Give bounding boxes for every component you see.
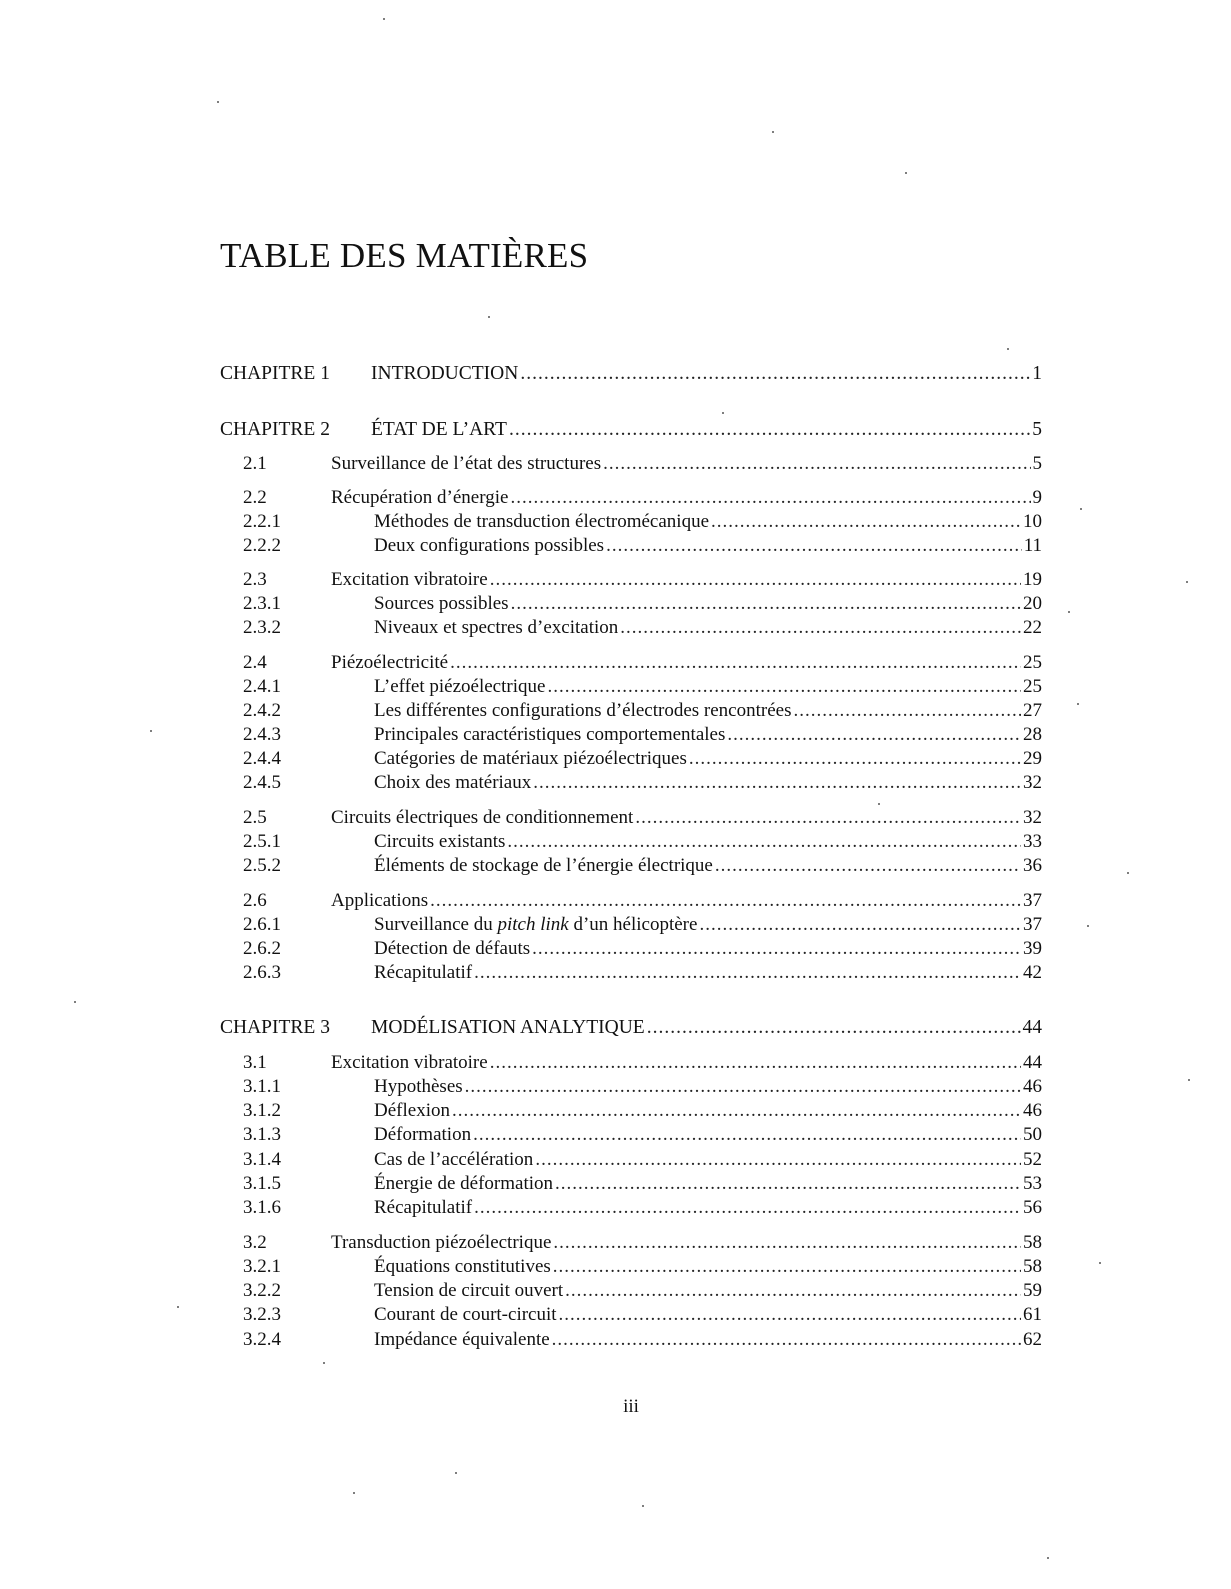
toc-entry	[220, 361, 1042, 387]
scan-speck	[878, 803, 880, 805]
toc-entry-page: 5	[1032, 453, 1042, 474]
toc-entry-page: 44	[1023, 1052, 1042, 1073]
toc-entry-number: 2.5	[243, 807, 267, 828]
scan-speck	[74, 1001, 76, 1003]
dot-leader	[509, 417, 1030, 443]
scan-speck	[722, 412, 724, 414]
page-title: TABLE DES MATIÈRES	[220, 236, 589, 275]
dot-leader	[452, 1098, 1021, 1124]
toc-entry-number: 3.1.2	[243, 1100, 281, 1121]
toc-entry-page: 1	[1032, 363, 1042, 384]
scan-speck	[383, 18, 385, 20]
toc-entry	[220, 567, 1042, 593]
toc-entry	[220, 1254, 1042, 1280]
toc-entry-title: L’effet piézoélectrique	[374, 676, 546, 697]
toc-entry	[220, 509, 1042, 535]
dot-leader	[552, 1327, 1021, 1353]
scan-speck	[772, 131, 774, 133]
scan-speck	[1080, 508, 1082, 510]
dot-leader	[473, 1122, 1021, 1148]
toc-entry-number: 2.3.2	[243, 617, 281, 638]
toc-entry-title: Piézoélectricité	[331, 652, 449, 673]
scan-speck	[455, 1472, 457, 1474]
toc-entry-title: Énergie de déformation	[374, 1173, 554, 1194]
toc-entry-number: 3.2	[243, 1232, 267, 1253]
toc-entry	[220, 417, 1042, 443]
toc-entry-title: Excitation vibratoire	[331, 569, 488, 590]
toc-entry	[220, 722, 1042, 748]
toc-entry-title: Éléments de stockage de l’énergie électrique	[374, 855, 713, 876]
dot-leader	[715, 853, 1021, 879]
toc-entry-page: 33	[1023, 831, 1042, 852]
toc-entry	[220, 1327, 1042, 1353]
toc-entry-number: 3.1.5	[243, 1173, 281, 1194]
toc-entry-number: 2.2.1	[243, 511, 281, 532]
dot-leader	[507, 829, 1021, 855]
toc-entry-number: 2.2.2	[243, 535, 281, 556]
toc-entry-page: 61	[1023, 1304, 1042, 1325]
toc-entry-number: 2.1	[243, 453, 267, 474]
toc-entry-title: Surveillance de l’état des structures	[331, 453, 602, 474]
scan-speck	[1077, 703, 1079, 705]
toc-entry	[220, 746, 1042, 772]
toc-entry-page: 10	[1023, 511, 1042, 532]
dot-leader	[603, 451, 1030, 477]
toc-entry-page: 58	[1023, 1256, 1042, 1277]
toc-entry-number: 3.1.3	[243, 1124, 281, 1145]
toc-entry-number: 3.2.3	[243, 1304, 281, 1325]
toc-entry	[220, 1230, 1042, 1256]
toc-entry	[220, 1122, 1042, 1148]
toc-entry-number: 3.2.2	[243, 1280, 281, 1301]
toc-entry-page: 11	[1023, 535, 1042, 556]
toc-entry-number: 3.1.4	[243, 1149, 281, 1170]
toc-entry-number: 2.6	[243, 890, 267, 911]
toc-entry	[220, 829, 1042, 855]
toc-entry-page: 37	[1023, 890, 1042, 911]
toc-entry-title: Récapitulatif	[374, 1197, 473, 1218]
scan-speck	[1068, 611, 1070, 613]
toc-entry	[220, 1098, 1042, 1124]
toc-entry-number: 2.4.5	[243, 772, 281, 793]
toc-entry-title: MODÉLISATION ANALYTIQUE	[371, 1017, 645, 1038]
scan-speck	[1188, 1079, 1190, 1081]
scan-speck	[177, 1306, 179, 1308]
toc-entry-page: 36	[1023, 855, 1042, 876]
toc-entry-number: 2.6.3	[243, 962, 281, 983]
toc-entry-title: Récupération d’énergie	[331, 487, 509, 508]
scan-speck	[323, 1362, 325, 1364]
dot-leader	[559, 1302, 1021, 1328]
dot-leader	[689, 746, 1021, 772]
scan-speck	[353, 1492, 355, 1494]
dot-leader	[474, 960, 1021, 986]
toc-entry	[220, 1278, 1042, 1304]
dot-leader	[532, 936, 1021, 962]
toc-entry	[220, 1302, 1042, 1328]
scan-speck	[905, 172, 907, 174]
dot-leader	[450, 650, 1021, 676]
toc-entry	[220, 451, 1042, 477]
toc-entry	[220, 1195, 1042, 1221]
toc-entry-number: 2.4	[243, 652, 267, 673]
toc-entry-title: Déformation	[374, 1124, 472, 1145]
toc-entry-title: Excitation vibratoire	[331, 1052, 488, 1073]
toc-entry-title	[374, 912, 697, 938]
toc-entry-page: 46	[1023, 1076, 1042, 1097]
dot-leader	[535, 1147, 1021, 1173]
title-text: Surveillance du	[374, 914, 498, 935]
toc-entry-title: Cas de l’accélération	[374, 1149, 534, 1170]
toc-entry-page: 27	[1023, 700, 1042, 721]
dot-leader	[533, 770, 1021, 796]
toc-entry	[220, 853, 1042, 879]
toc-entry-number: 3.1.6	[243, 1197, 281, 1218]
toc-entry	[220, 1074, 1042, 1100]
toc-entry-title: Récapitulatif	[374, 962, 473, 983]
toc-entry-number: 2.3	[243, 569, 267, 590]
toc-entry-title: Transduction piézoélectrique	[331, 1232, 552, 1253]
toc-entry-number: CHAPITRE 1	[220, 363, 330, 384]
dot-leader	[606, 533, 1022, 559]
dot-leader	[620, 615, 1021, 641]
toc-entry-page: 29	[1023, 748, 1042, 769]
toc-entry	[220, 533, 1042, 559]
toc-entry-title: Hypothèses	[374, 1076, 463, 1097]
toc-entry-page: 52	[1023, 1149, 1042, 1170]
dot-leader	[430, 888, 1021, 914]
toc-entry	[220, 591, 1042, 617]
dot-leader	[565, 1278, 1021, 1304]
toc-entry-title: Impédance équivalente	[374, 1329, 550, 1350]
toc-entry	[220, 698, 1042, 724]
toc-entry	[220, 485, 1042, 511]
toc-entry-page: 62	[1023, 1329, 1042, 1350]
toc-entry-title: Niveaux et spectres d’excitation	[374, 617, 619, 638]
toc-entry	[220, 936, 1042, 962]
toc-entry-page: 37	[1023, 914, 1042, 935]
toc-entry-number: 2.4.2	[243, 700, 281, 721]
toc-entry-title: Principales caractéristiques comportementales	[374, 724, 726, 745]
toc-entry-title: Déflexion	[374, 1100, 450, 1121]
toc-entry-page: 20	[1023, 593, 1042, 614]
toc-entry	[220, 912, 1042, 938]
toc-entry-title: Tension de circuit ouvert	[374, 1280, 564, 1301]
scan-speck	[488, 316, 490, 318]
toc-entry	[220, 650, 1042, 676]
toc-entry-number: 2.5.1	[243, 831, 281, 852]
toc-entry-title: Deux configurations possibles	[374, 535, 605, 556]
toc-entry	[220, 615, 1042, 641]
toc-entry-title: Détection de défauts	[374, 938, 531, 959]
scan-speck	[150, 730, 152, 732]
scan-speck	[217, 101, 219, 103]
toc-entry-title: Courant de court-circuit	[374, 1304, 557, 1325]
dot-leader	[520, 361, 1030, 387]
toc-entry-page: 58	[1023, 1232, 1042, 1253]
toc-entry-page: 9	[1032, 487, 1042, 508]
toc-entry-page: 25	[1023, 652, 1042, 673]
toc-entry-page: 56	[1023, 1197, 1042, 1218]
dot-leader	[555, 1171, 1021, 1197]
title-italic-term: pitch link	[497, 914, 569, 935]
dot-leader	[711, 509, 1021, 535]
toc-entry-number: 2.6.1	[243, 914, 281, 935]
toc-entry	[220, 888, 1042, 914]
toc-entry-page: 50	[1023, 1124, 1042, 1145]
toc-entry-number: 2.4.4	[243, 748, 281, 769]
toc-entry-page: 22	[1023, 617, 1042, 638]
dot-leader	[465, 1074, 1021, 1100]
toc-entry-page: 59	[1023, 1280, 1042, 1301]
toc-entry-number: 2.4.1	[243, 676, 281, 697]
dot-leader	[490, 567, 1021, 593]
toc-entry-page: 32	[1023, 807, 1042, 828]
toc-entry	[220, 674, 1042, 700]
toc-entry-page: 46	[1023, 1100, 1042, 1121]
toc-entry-number: 3.2.4	[243, 1329, 281, 1350]
toc-entry-title: Méthodes de transduction électromécanique	[374, 511, 710, 532]
dot-leader	[727, 722, 1021, 748]
toc-entry-page: 28	[1023, 724, 1042, 745]
scan-speck	[1087, 925, 1089, 927]
page-number: iii	[623, 1396, 639, 1417]
toc-entry	[220, 805, 1042, 831]
dot-leader	[793, 698, 1021, 724]
scan-speck	[1007, 348, 1009, 350]
dot-leader	[635, 805, 1021, 831]
toc-entry-number: 2.2	[243, 487, 267, 508]
toc-entry	[220, 1050, 1042, 1076]
dot-leader	[490, 1050, 1021, 1076]
toc-entry-page: 44	[1022, 1017, 1042, 1038]
toc-entry-title: Les différentes configurations d’électrodes rencontrées	[374, 700, 792, 721]
toc-entry-number: 3.1	[243, 1052, 267, 1073]
dot-leader	[699, 912, 1021, 938]
toc-entry-page: 32	[1023, 772, 1042, 793]
toc-entry-number: 3.1.1	[243, 1076, 281, 1097]
toc-entry-title: Circuits existants	[374, 831, 506, 852]
toc-entry	[220, 1147, 1042, 1173]
toc-entry-page: 39	[1023, 938, 1042, 959]
dot-leader	[474, 1195, 1021, 1221]
toc-entry-page: 25	[1023, 676, 1042, 697]
dot-leader	[510, 485, 1030, 511]
toc-entry	[220, 1015, 1042, 1041]
toc-entry-title: Équations constitutives	[374, 1256, 551, 1277]
toc-entry-number: CHAPITRE 3	[220, 1017, 330, 1038]
toc-entry-number: 2.6.2	[243, 938, 281, 959]
toc-entry-title: ÉTAT DE L’ART	[371, 419, 507, 440]
toc-entry-title: Sources possibles	[374, 593, 509, 614]
scan-speck	[1186, 581, 1188, 583]
toc-entry-title: Applications	[331, 890, 429, 911]
dot-leader	[547, 674, 1021, 700]
toc-entry-title: Circuits électriques de conditionnement	[331, 807, 634, 828]
toc-entry	[220, 1171, 1042, 1197]
title-text: d’un hélicoptère	[568, 914, 698, 935]
toc-entry-page: 42	[1023, 962, 1042, 983]
dot-leader	[647, 1015, 1021, 1041]
scan-speck	[642, 1505, 644, 1507]
toc-entry-number: 2.5.2	[243, 855, 281, 876]
dot-leader	[511, 591, 1021, 617]
toc-entry-number: 3.2.1	[243, 1256, 281, 1277]
toc-entry	[220, 770, 1042, 796]
toc-entry-number: 2.3.1	[243, 593, 281, 614]
dot-leader	[553, 1254, 1021, 1280]
toc-entry-page: 19	[1023, 569, 1042, 590]
toc-entry-page: 5	[1032, 419, 1042, 440]
toc-entry-number: CHAPITRE 2	[220, 419, 330, 440]
toc-entry-page: 53	[1023, 1173, 1042, 1194]
scan-speck	[1127, 872, 1129, 874]
toc-entry-title: Choix des matériaux	[374, 772, 532, 793]
toc-entry-title: INTRODUCTION	[371, 363, 519, 384]
scan-speck	[1047, 1557, 1049, 1559]
toc-entry-number: 2.4.3	[243, 724, 281, 745]
toc-entry-title: Catégories de matériaux piézoélectriques	[374, 748, 687, 769]
dot-leader	[553, 1230, 1021, 1256]
scan-speck	[1099, 1262, 1101, 1264]
toc-entry	[220, 960, 1042, 986]
